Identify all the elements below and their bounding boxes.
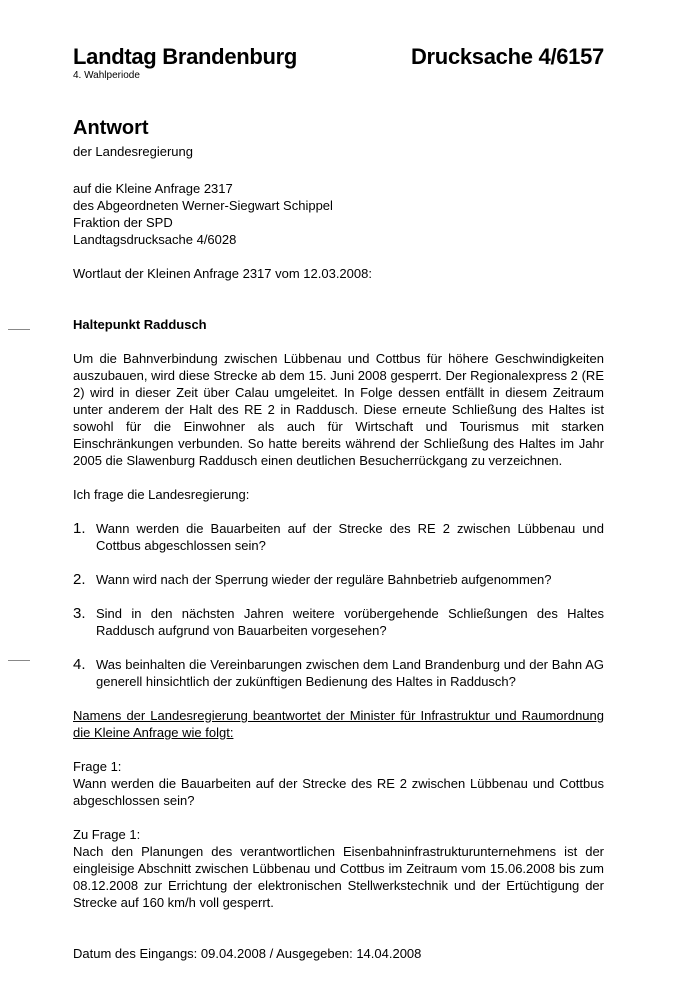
question-number: 3. <box>73 605 86 622</box>
question-text: Was beinhalten die Vereinbarungen zwischen dem Land Brandenburg und der Bahn AG generell hinsichtlich der zukünftigen Bedienung des Haltes in Raddusch? <box>96 657 604 689</box>
question-number: 4. <box>73 656 86 673</box>
question-item <box>73 656 604 690</box>
question-text: Sind in den nächsten Jahren weitere vorübergehende Schließungen des Haltes Raddusch aufgrund von Bauarbeiten vorgesehen? <box>96 606 604 638</box>
meta-line: auf die Kleine Anfrage 2317 <box>73 181 233 196</box>
question-item <box>73 605 604 639</box>
meta-line: Landtagsdrucksache 4/6028 <box>73 232 237 247</box>
receipt-date-footer: Datum des Eingangs: 09.04.2008 / Ausgegeben: 14.04.2008 <box>73 946 422 961</box>
question-text: Wann werden die Bauarbeiten auf der Strecke des RE 2 zwischen Lübbenau und Cottbus abgeschlossen sein? <box>96 521 604 553</box>
document-number: Drucksache 4/6157 <box>410 44 604 69</box>
question-number: 1. <box>73 520 86 537</box>
answer-1-text: Nach den Planungen des verantwortlichen Eisenbahninfrastrukturunternehmens ist der eingleisige Abschnitt zwischen Lübbenau und Cottbus im Zeitraum vom 15.06.2008 bis zum 08.12.2008 zur Errichtung der elektronischen Stellwerkstechnik und der Ertüchtigung der Strecke auf 160 km/h voll gesperrt. <box>73 844 604 910</box>
meta-line: des Abgeordneten Werner-Siegwart Schippel <box>73 198 333 213</box>
question-item <box>73 571 604 588</box>
inquiry-body-paragraph: Um die Bahnverbindung zwischen Lübbenau und Cottbus für höhere Geschwindigkeiten auszubauen, wird diese Strecke ab dem 15. Juni 2008 gesperrt. Der Regionalexpress 2 (RE 2) wird in dieser Zeit über Calau umgeleitet. In Folge dessen entfällt in diesem Zeitraum unter anderem der Halt des RE 2 in Raddusch. Diese erneute Schließung des Haltes ist sowohl für die Einwohner als auch für Wirtschaft und Tourismus mit starken Einschränkungen verbunden. So hatte bereits während der Schließung des Haltes im Jahr 2005 die Slawenburg Raddusch einen deutlichen Besucherrückgang zu verzeichnen. <box>73 351 604 468</box>
parliament-title: Landtag Brandenburg <box>73 44 298 69</box>
document-body <box>73 115 604 962</box>
question-list <box>73 520 604 690</box>
question-intro: Ich frage die Landesregierung: <box>73 487 250 502</box>
document-subheading: der Landesregierung <box>73 144 193 159</box>
question-item <box>73 520 604 554</box>
question-number: 2. <box>73 571 86 588</box>
question-1-label: Frage 1: <box>73 759 122 774</box>
margin-fold-mark <box>8 660 30 661</box>
question-text: Wann wird nach der Sperrung wieder der reguläre Bahnbetrieb aufgenommen? <box>96 572 552 587</box>
question-1-text: Wann werden die Bauarbeiten auf der Strecke des RE 2 zwischen Lübbenau und Cottbus abgeschlossen sein? <box>73 776 604 808</box>
inquiry-subject: Haltepunkt Raddusch <box>73 317 207 332</box>
answer-1-label: Zu Frage 1: <box>73 827 141 842</box>
legislative-period: 4. Wahlperiode <box>73 70 140 81</box>
document-heading: Antwort <box>73 117 149 139</box>
meta-line: Fraktion der SPD <box>73 215 173 230</box>
margin-fold-mark <box>8 329 30 330</box>
answer-intro: Namens der Landesregierung beantwortet der Minister für Infrastruktur und Raumordnung die Kleine Anfrage wie folgt: <box>73 708 604 740</box>
wording-intro: Wortlaut der Kleinen Anfrage 2317 vom 12.03.2008: <box>73 266 372 281</box>
